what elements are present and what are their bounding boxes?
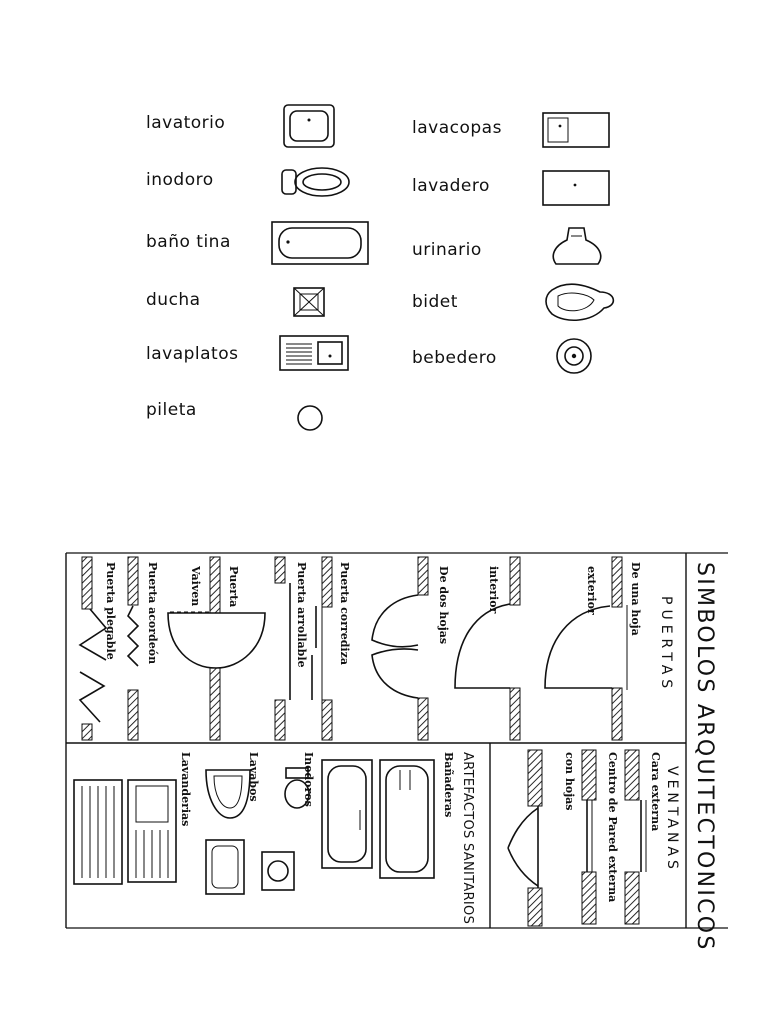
label-ducha: ducha bbox=[146, 290, 201, 310]
door-swing-icon bbox=[168, 557, 265, 740]
fixture-label-banaderas: Bañaderas bbox=[442, 752, 455, 818]
fixture-label-inodoros: Inodoros bbox=[302, 752, 315, 807]
window-outer-face-icon bbox=[625, 750, 646, 924]
label-lavadero: lavadero bbox=[412, 176, 490, 196]
label-urinario: urinario bbox=[412, 240, 482, 260]
fixture-label-lavabos: Lavabos bbox=[247, 752, 260, 802]
door-label-interior: interior bbox=[487, 566, 500, 614]
heading-ventanas: VENTANAS bbox=[664, 766, 680, 873]
door-label-arrollable: Puerta arrollable bbox=[295, 562, 308, 668]
label-bebedero: bebedero bbox=[412, 348, 497, 368]
door-label-puerta: Puerta bbox=[227, 566, 240, 608]
door-sliding-icon bbox=[312, 557, 332, 740]
label-pileta: pileta bbox=[146, 400, 197, 420]
label-inodoro: inodoro bbox=[146, 170, 214, 190]
label-lavaplatos: lavaplatos bbox=[146, 344, 239, 364]
window-label-con-hojas: con hojas bbox=[563, 752, 576, 811]
toilet-2-icon bbox=[262, 852, 294, 890]
basin-2-icon bbox=[206, 840, 244, 894]
label-lavatorio: lavatorio bbox=[146, 113, 226, 133]
label-bidet: bidet bbox=[412, 292, 458, 312]
door-label-vaiven: Vaiven bbox=[189, 566, 202, 607]
bathtub-1-icon bbox=[380, 760, 434, 878]
basin-1-icon bbox=[206, 770, 250, 818]
window-casement-icon bbox=[508, 750, 542, 926]
sheet-title: SIMBOLOS ARQUITECTONICOS bbox=[692, 562, 717, 952]
laundry-2-icon bbox=[74, 780, 122, 884]
window-label-centro-pared: Centro de Pared externa bbox=[606, 752, 619, 903]
door-accordion-icon bbox=[128, 557, 138, 740]
laundry-1-icon bbox=[128, 780, 176, 882]
label-bano-tina: baño tina bbox=[146, 232, 231, 252]
door-folding-icon bbox=[80, 557, 106, 740]
door-label-de-dos-hojas: De dos hojas bbox=[437, 566, 450, 645]
door-label-corrediza: Puerta corrediza bbox=[338, 562, 351, 665]
fixture-label-lavanderias: Lavanderias bbox=[179, 752, 192, 827]
door-rolling-icon bbox=[275, 557, 290, 740]
door-label-de-una-hoja: De una hoja bbox=[629, 562, 642, 636]
label-lavacopas: lavacopas bbox=[412, 118, 502, 138]
door-double-icon bbox=[372, 557, 428, 740]
bathtub-2-icon bbox=[322, 760, 372, 868]
door-label-exterior: exterior bbox=[585, 566, 598, 615]
heading-puertas: PUERTAS bbox=[658, 596, 674, 694]
window-wall-center-icon bbox=[582, 750, 596, 924]
heading-artefactos: ARTEFACTOS SANITARIOS bbox=[460, 752, 475, 925]
door-label-acordeon: Puerta acordeón bbox=[146, 562, 159, 665]
door-label-plegable: Puerta plegable bbox=[104, 562, 117, 660]
window-label-cara-externa: Cara externa bbox=[649, 752, 662, 832]
